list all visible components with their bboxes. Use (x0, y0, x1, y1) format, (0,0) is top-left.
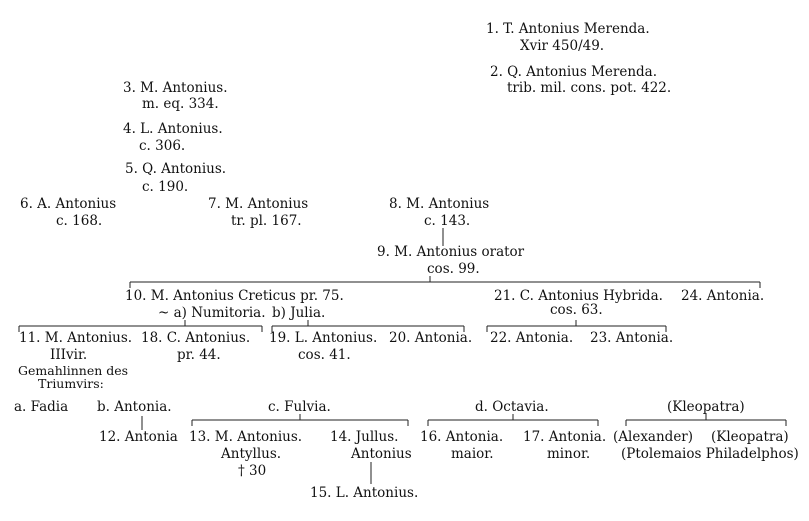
node-16-office: maior. (451, 446, 494, 462)
node-8-office: c. 143. (424, 213, 471, 229)
node-12: 12. Antonia (99, 429, 178, 445)
node-6-office: c. 168. (56, 213, 103, 229)
node-4-name: 4. L. Antonius. (123, 121, 223, 137)
node-8-name: 8. M. Antonius (389, 196, 490, 212)
node-24: 24. Antonia. (681, 288, 765, 304)
wives-heading-line1: Gemahlinnen des (18, 363, 129, 378)
node-20: 20. Antonia. (389, 330, 473, 346)
node-2-name: 2. Q. Antonius Merenda. (490, 64, 658, 80)
wives-heading-line2: Triumvirs: (38, 376, 104, 391)
node-16-name: 16. Antonia. (420, 429, 504, 445)
node-13-name: 13. M. Antonius. (189, 429, 303, 445)
node-11-name: 11. M. Antonius. (19, 330, 133, 346)
wife-b-antonia: b. Antonia. (97, 399, 172, 415)
node-1-office: Xvir 450/49. (520, 38, 605, 54)
node-10-wife-b: b) Julia. (272, 305, 326, 321)
wife-a-fadia: a. Fadia (14, 399, 69, 415)
wife-c-fulvia: c. Fulvia. (268, 399, 331, 415)
node-21-name: 21. C. Antonius Hybrida. (494, 288, 663, 304)
child-kleopatra: (Kleopatra) (711, 429, 789, 445)
node-19-office: cos. 41. (298, 347, 351, 363)
node-3-office: m. eq. 334. (142, 96, 219, 112)
node-13-cognomen: Antyllus. (221, 446, 282, 462)
node-15: 15. L. Antonius. (310, 485, 419, 501)
node-13-death: † 30 (238, 463, 267, 479)
node-5-office: c. 190. (142, 179, 189, 195)
node-22: 22. Antonia. (490, 330, 574, 346)
wife-kleopatra: (Kleopatra) (667, 399, 745, 415)
node-21-office: cos. 63. (550, 302, 603, 318)
node-23: 23. Antonia. (590, 330, 674, 346)
node-18-name: 18. C. Antonius. (141, 330, 251, 346)
node-7-office: tr. pl. 167. (231, 213, 302, 229)
node-2-office: trib. mil. cons. pot. 422. (507, 80, 672, 96)
node-19-name: 19. L. Antonius. (269, 330, 378, 346)
wife-d-octavia: d. Octavia. (475, 399, 549, 415)
node-14-name: 14. Jullus. (330, 429, 399, 445)
node-4-office: c. 306. (139, 138, 186, 154)
node-10-wife-a: ~ a) Numitoria. (158, 305, 266, 321)
node-5-name: 5. Q. Antonius. (125, 161, 227, 177)
node-9-name: 9. M. Antonius orator (377, 244, 525, 260)
child-alexander: (Alexander) (613, 429, 694, 445)
child-ptolemaios: (Ptolemaios Philadelphos) (621, 446, 799, 462)
node-17-name: 17. Antonia. (523, 429, 607, 445)
node-9-office: cos. 99. (427, 261, 480, 277)
node-18-office: pr. 44. (177, 347, 221, 363)
node-14-nomen: Antonius (351, 446, 412, 462)
node-17-office: minor. (547, 446, 591, 462)
node-7-name: 7. M. Antonius (208, 196, 309, 212)
node-6-name: 6. A. Antonius (20, 196, 117, 212)
node-3-name: 3. M. Antonius. (123, 80, 228, 96)
node-1-name: 1. T. Antonius Merenda. (486, 21, 650, 37)
node-10-name: 10. M. Antonius Creticus pr. 75. (125, 288, 344, 304)
node-11-office: IIIvir. (50, 347, 88, 363)
